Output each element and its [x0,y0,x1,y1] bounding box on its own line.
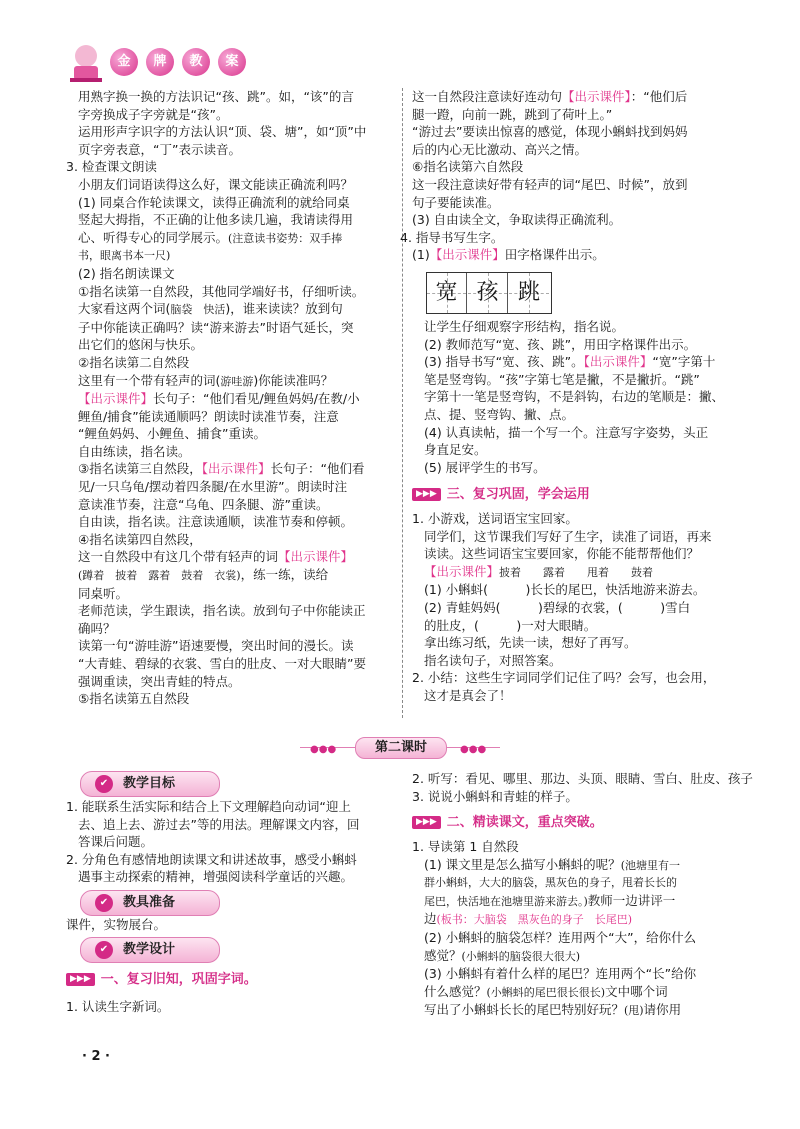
text-line [424,1001,742,1020]
right-column-2 [424,318,742,476]
text-line: 用熟字换一换的方法识记“孩、跳”。如，“该”的言 [78,89,354,104]
text-line: 页字旁表意，“丁”表示读音。 [78,141,241,157]
text-line: 腿一蹬，向前一跳，跳到了荷叶上。” [412,106,613,122]
left-column [66,88,396,708]
text-line: 同桌听。 [78,585,129,601]
text-line: 拿出练习纸，先读一读，想好了再写。 [424,635,637,651]
header-char-1: 金 [110,48,138,76]
arrow-icon: ▶▶▶ [412,488,441,501]
page-number: · 2 · [82,1049,110,1064]
check-icon: ✔ [95,941,113,959]
text-line: 强调重读，突出青蛙的特点。 [78,673,241,689]
text-line: (2) 指名朗读课文 [78,265,175,281]
tianzige-grid [426,272,552,314]
text-line: 自由练读，指名读。 [78,443,191,459]
text-line: ①指名读第一自然段，其他同学端好书，仔细听读。 [78,283,365,299]
text-span: ：“他们后 [630,89,688,104]
text-line [424,983,742,1002]
list-item: 1. 认读生字新词。 [66,999,170,1014]
text-line: (2) 教师范写“宽、孩、跳”，用田字格课件出示。 [424,336,697,352]
text-line [424,892,742,911]
text-line: 见/一只乌龟/摆动着四条腿/在水里游”。朗读时注 [78,479,348,495]
text-line: 读读。这些词语宝宝要回家，你能不能帮帮他们？ [424,546,700,562]
teaching-tools-heading [80,890,220,916]
text-line: 让学生仔细观察字形结构，指名说。 [424,319,625,334]
header-badges [110,48,270,78]
note: 脑袋 快活 [170,303,226,317]
list-item: 3. 说说小蝌蚪和青蛙的样子。 [412,788,578,804]
text-line: 后的内心无比激动、高兴之情。 [412,141,588,157]
text-span: ，练一练，读给 [240,567,329,583]
note-line: 书，眼离书本一尺) [78,249,171,263]
list-heading: 3. 检查课文朗读 [66,159,157,175]
section-2-title: 二、精读课文，重点突破。 [446,815,603,830]
text-span: 这一自然段中有这几个带有轻声的词 [78,549,279,565]
dot-icon: ●●● [460,744,487,755]
text-line: “游过去”要读出惊喜的感觉，体现小蝌蚪找到妈妈 [412,124,688,140]
text-line: 意读准节奏，注意“乌龟、四条腿、游”重读。 [78,496,329,512]
dot-icon: ●●● [310,744,337,755]
text-line: 遇事主动探索的精神，增强阅读科学童话的兴趣。 [78,869,354,885]
word-list: 披着 露着 甩着 鼓着 [499,565,654,579]
check-icon: ✔ [95,775,113,793]
text-line [78,372,396,391]
text-line: 点、提、竖弯钩、撇、点。 [424,406,575,422]
text-line [424,910,742,929]
note: 游哇游 [220,374,254,388]
teaching-goals-body [66,798,396,886]
text-line: (3) 自由读全文，争取读得正确流利。 [412,212,622,228]
check-icon: ✔ [95,894,113,912]
heading-text: 教学设计 [123,942,176,958]
heading-text: 教具准备 [123,895,176,911]
text-line [424,563,742,582]
text-line: 运用形声字识字的方法认识“顶、袋、塘”，如“顶”中 [78,124,367,140]
tianzi-char: 孩 [476,280,499,305]
text-line [78,300,396,319]
list-heading: 2. 小结：这些生字词同学们记住了吗？会写，也会用， [412,670,716,686]
tianzi-char: 跳 [517,280,540,305]
note-line: 群小蝌蚪，大大的脑袋，黑灰色的身子，甩着长长的 [424,876,677,890]
text-line [78,229,396,248]
note: (小蝌蚪的尾巴很长很长) [486,985,606,999]
courseware-tag: 【出示课件】 [424,563,500,579]
text-span: 感觉？ [424,947,462,963]
lesson-2-banner [300,737,500,759]
text-line: (3) 小蝌蚪有着什么样的尾巴？连用两个“长”给你 [424,966,697,982]
text-line [78,390,396,408]
tianzi-cell [427,273,467,313]
text-span: )，谁来读读？放到句 [225,301,343,317]
list-heading: 4. 指导书写生字。 [400,229,504,245]
courseware-tag: 【出示课件】 [429,247,505,263]
text-line [412,88,730,106]
text-line [424,353,742,371]
text-line [78,548,396,566]
text-line: (1) 同桌合作轮读课文，读得正确流利的就给同桌 [78,194,350,210]
text-line [78,566,396,585]
arrow-icon: ▶▶▶ [66,973,95,986]
note: (注意读书姿势：双手捧 [228,231,343,245]
text-line: 读第一句“游哇游”语速要慢，突出时间的漫长。读 [78,638,354,654]
text-line: 鲤鱼/捕食”能读通顺吗？朗读时读准节奏，注意 [78,408,339,424]
text-span: 这里有一个带有轻声的词( [78,372,221,388]
bottom-right-top [412,770,753,805]
text-span: 这一自然段注意读好连动句 [412,89,563,104]
text-span: 文中哪个词 [605,983,668,999]
tianzi-cell [509,273,549,313]
list-item: 1. 能联系生活实际和结合上下文理解趋向动词“迎上 [66,799,351,814]
text-span: 写出了小蝌蚪长长的尾巴特别好玩？ [424,1002,625,1018]
text-line: 字第十一笔是竖弯钩，不是斜钩，右边的笔顺是：撇、 [424,389,725,405]
text-line [424,947,742,966]
tianzi-char: 宽 [435,280,458,305]
courseware-tag: 【出示课件】 [201,461,271,477]
courseware-tag: 【出示课件】 [583,354,653,370]
note: (甩) [624,1004,644,1018]
text-line: “鲤鱼妈妈、小鲤鱼、捕食”重读。 [78,426,266,442]
note: (池塘里有一 [620,858,680,872]
text-line: 指名读句子，对照答案。 [424,652,562,668]
text-line: (2) 小蝌蚪的脑袋怎样？连用两个“大”，给你什么 [424,929,697,945]
text-line: 的肚皮，( )一对大眼睛。 [424,617,597,633]
header-char-2: 牌 [146,48,174,76]
text-line: 子中你能读正确吗？读“游来游去”时语气延长，突 [78,319,354,335]
text-line: 答课后问题。 [78,834,154,850]
teaching-design-heading [80,937,220,963]
courseware-tag: 【出示课件】 [278,549,354,565]
text-line: (4) 认真读帖，描一个写一个。注意写字姿势，头正 [424,424,709,440]
header-char-3: 教 [182,48,210,76]
text-line: (1)【出示课件】田字格课件出示。 [412,247,605,263]
text-line: ⑥指名读第六自然段 [412,159,524,175]
section-1-title: 一、复习旧知，巩固字词。 [100,972,257,987]
list-heading: 1. 小游戏，送词语宝宝回家。 [412,511,578,526]
text-span: 什么感觉？ [424,983,487,999]
right-column [400,88,730,264]
text-line: 出它们的悠闲与快乐。 [78,337,204,353]
text-line: 自由读，指名读。注意读通顺，读准节奏和停顿。 [78,514,354,530]
text-span: 心、听得专心的同学展示。 [78,229,229,245]
text-line: ④指名读第四自然段， [78,531,202,547]
header-mascot [64,40,108,84]
text-span: (1) 课文里是怎么描写小蝌蚪的呢？ [424,856,621,872]
text-line: 竖起大拇指，不正确的让他多读几遍，我请读得用 [78,212,354,228]
header-char-4: 案 [218,48,246,76]
section-3-title: 三、复习巩固，学会运用 [446,487,590,502]
text-span: 请你用 [643,1002,682,1018]
column-divider [402,88,403,718]
text-line: (5) 展评学生的书写。 [424,459,546,475]
lesson-2-title: 第二课时 [355,737,447,759]
courseware-tag: 【出示课件】 [78,391,154,407]
text-line: 这才是真会了！ [424,687,512,703]
text-line: 同学们，这节课我们写好了生字，读准了词语，再来 [424,528,712,544]
courseware-tag: 【出示课件】 [562,89,631,104]
section-1-heading [66,971,257,989]
text-span: ③指名读第三自然段， [78,461,202,477]
text-line: 小朋友们词语读得这么好，课文能读正确流利吗？ [78,176,354,192]
text-line: 这一段注意读好带有轻声的词“尾巴、时候”，放到 [412,176,688,192]
text-line [78,460,396,478]
teaching-tools-text: 课件，实物展台。 [66,917,167,932]
note: (蹲着 披着 露着 鼓着 衣裳) [78,569,241,583]
text-span: “宽”字第十 [652,354,716,370]
text-span: 长句子：“他们看 [270,461,365,477]
text-span: 大家看这两个词( [78,301,171,317]
text-line: ②指名读第二自然段 [78,354,190,370]
text-line: 身直足安。 [424,442,487,458]
text-line [424,856,742,875]
text-line: (2) 青蛙妈妈( )碧绿的衣裳，( )雪白 [424,599,691,615]
note: 尾巴，快活地在池塘里游来游去。) [424,894,588,908]
arrow-icon: ▶▶▶ [412,816,441,829]
section-3-heading [412,486,590,504]
text-line: 老师范读，学生跟读，指名读。放到句子中你能读正 [78,603,366,619]
list-heading: 1. 导读第 1 自然段 [412,839,519,854]
text-span: 边 [424,911,437,927]
list-item: 2. 分角色有感情地朗读课文和讲述故事，感受小蝌蚪 [66,851,357,867]
text-line: (1) 小蝌蚪( )长长的尾巴，快活地游来游去。 [424,582,706,598]
text-line: 笔是竖弯钩。“孩”字第七笔是撇，不是撇折。“跳” [424,371,700,387]
note: (小蝌蚪的脑袋很大很大) [461,949,581,963]
text-span: 教师一边讲评一 [587,892,676,908]
heading-text: 教学目标 [123,776,176,792]
text-line: “大青蛙、碧绿的衣裳、雪白的肚皮、一对大眼睛”要 [78,656,366,671]
text-line: 确吗？ [78,620,116,636]
text-span: )你能读准吗？ [253,372,334,388]
list-item: 2. 听写：看见、哪里、那边、头顶、眼睛、雪白、肚皮、孩子 [412,771,753,786]
section-2-body [412,838,742,1020]
text-line: ⑤指名读第五自然段 [78,691,190,707]
section-2-heading [412,814,603,832]
text-span: (3) 指导书写“宽、孩、跳”。 [424,354,584,370]
section-3-body [412,510,742,705]
teaching-goals-heading [80,771,220,797]
text-line: 去、追上去、游过去”等的用法。理解课文内容，回 [78,816,360,832]
board-note: (板书：大脑袋 黑灰色的身子 长尾巴) [436,913,633,927]
text-span: 田字格课件出示。 [504,247,605,263]
text-line: 句子要能读准。 [412,194,500,210]
text-span: 长句子：“他们看见/鲤鱼妈妈/在教/小 [153,391,360,407]
tianzi-cell [468,273,508,313]
text-line: 字旁换成子字旁就是“孩”。 [78,106,229,122]
